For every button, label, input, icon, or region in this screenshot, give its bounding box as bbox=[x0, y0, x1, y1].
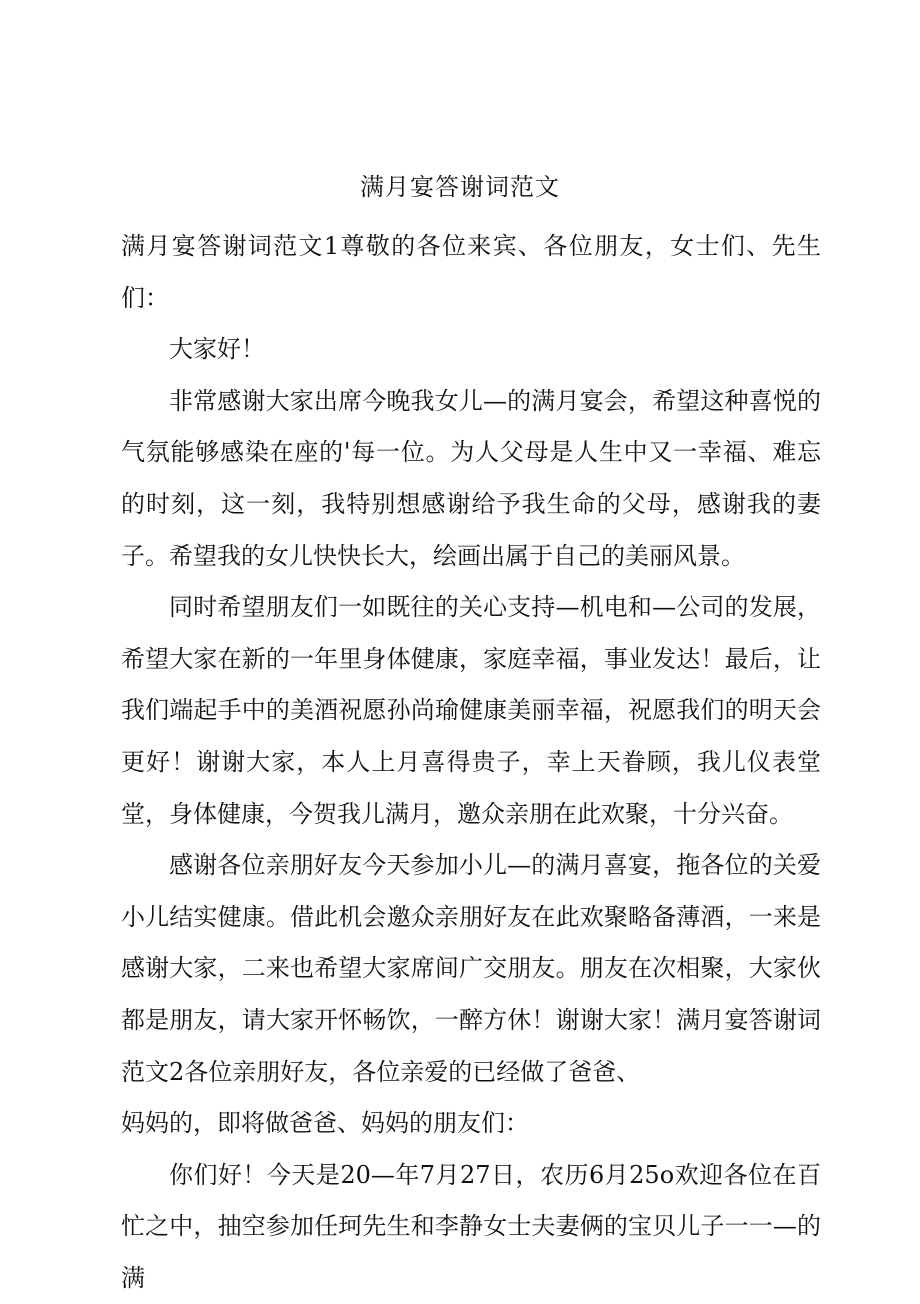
paragraph: 同时希望朋友们一如既往的关心支持—机电和—公司的发展，希望大家在新的一年里身体健康，家庭幸福，事业发达！最后，让我们端起手中的美酒祝愿孙尚瑜健康美丽幸福，祝愿我们的明天会更好！谢谢大家，本人上月喜得贵子，幸上天眷顾，我儿仪表堂堂，身体健康，今贺我儿满月，邀众亲朋在此欢聚，十分兴奋。 bbox=[121, 593, 821, 828]
paragraph: 感谢各位亲朋好友今天参加小儿—的满月喜宴，拖各位的关爱小儿结实健康。借此机会邀众亲朋好友在此欢聚略备薄酒，一来是感谢大家，二来也希望大家席间广交朋友。朋友在次相聚，大家伙都是朋友，请大家开怀畅饮，一醉方休！谢谢大家！满月宴答谢词范文2各位亲朋好友，各位亲爱的已经做了爸爸、 bbox=[121, 851, 821, 1086]
paragraph: 满月宴答谢词范文1尊敬的各位来宾、各位朋友，女士们、先生们： bbox=[121, 232, 821, 312]
paragraph: 非常感谢大家出席今晚我女儿—的满月宴会，希望这种喜悦的气氛能够感染在座的'每一位。为人父母是人生中又一幸福、难忘的时刻，这一刻，我特别想感谢给予我生命的父母，感谢我的妻子。希望我的女儿快快长大，绘画出属于自己的美丽风景。 bbox=[121, 386, 821, 570]
paragraph: 你们好！今天是20—年7月27日，农历6月25o欢迎各位在百忙之中，抽空参加任珂先生和李静女士夫妻俩的宝贝儿子一一—的满 bbox=[121, 1160, 821, 1292]
document-title: 满月宴答谢词范文 bbox=[360, 173, 560, 201]
document-body bbox=[121, 221, 821, 1304]
paragraph: 妈妈的，即将做爸爸、妈妈的朋友们： bbox=[121, 1109, 529, 1138]
paragraph: 大家好！ bbox=[169, 335, 265, 364]
